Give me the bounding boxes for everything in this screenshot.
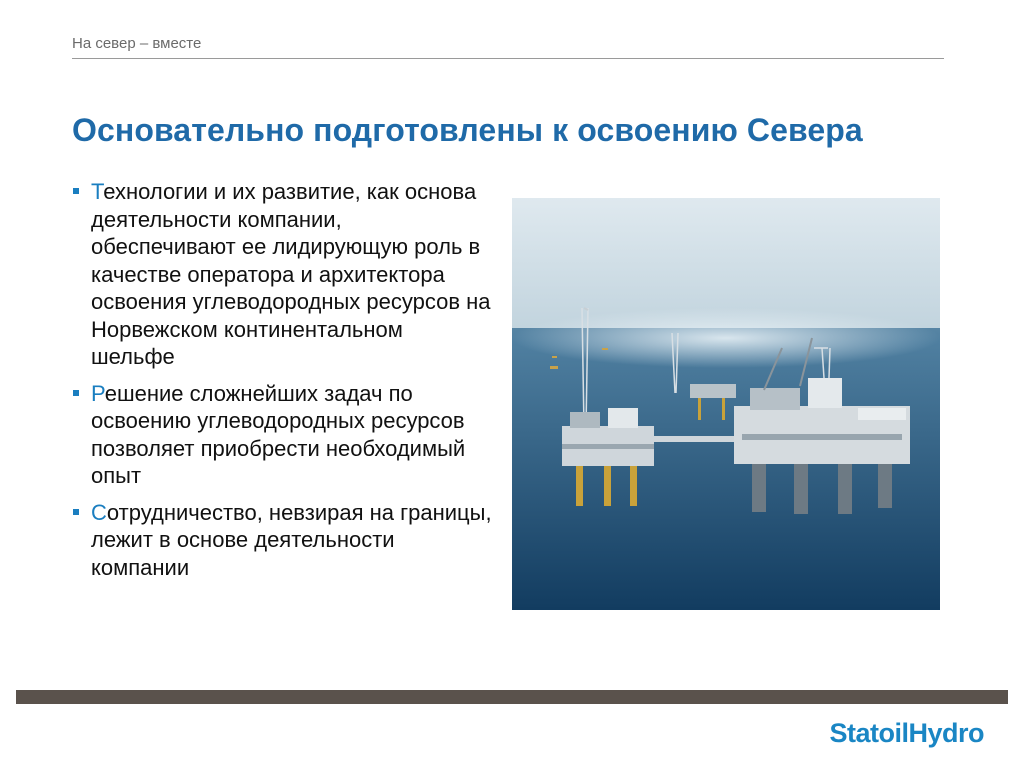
- header-slogan: На север – вместе: [72, 35, 202, 52]
- bullet-square-icon: [73, 509, 79, 515]
- footer-bar: [16, 690, 1008, 704]
- bullet-square-icon: [73, 390, 79, 396]
- header-divider: [72, 58, 944, 59]
- bullet-text: ешение сложнейших задач по освоению углеводородных ресурсов позволяет приобрести необходимый опыт: [91, 380, 466, 488]
- bullet-item: [72, 380, 492, 490]
- bullet-list: [72, 178, 492, 590]
- bullet-initial-letter: С: [91, 499, 107, 525]
- slide-title: Основательно подготовлены к освоению Севера: [72, 112, 863, 148]
- offshore-platform-photo: [512, 198, 940, 610]
- bullet-item: [72, 178, 492, 371]
- bullet-item: [72, 499, 492, 582]
- statoilhydro-logo: StatoilHydro: [829, 718, 984, 748]
- bullet-initial-letter: Т: [91, 179, 104, 204]
- bullet-initial-letter: Р: [91, 380, 105, 406]
- bullet-square-icon: [73, 188, 79, 194]
- bullet-text: отрудничество, невзирая на границы, лежит в основе деятельности компании: [91, 499, 492, 580]
- bullet-text: ехнологии и их развитие, как основа деятельности компании, обеспечивают ее лидирующую роль в качестве оператора и архитектора освоения углеводородных ресурсов на Норвежском континентальном шельфе: [91, 179, 491, 369]
